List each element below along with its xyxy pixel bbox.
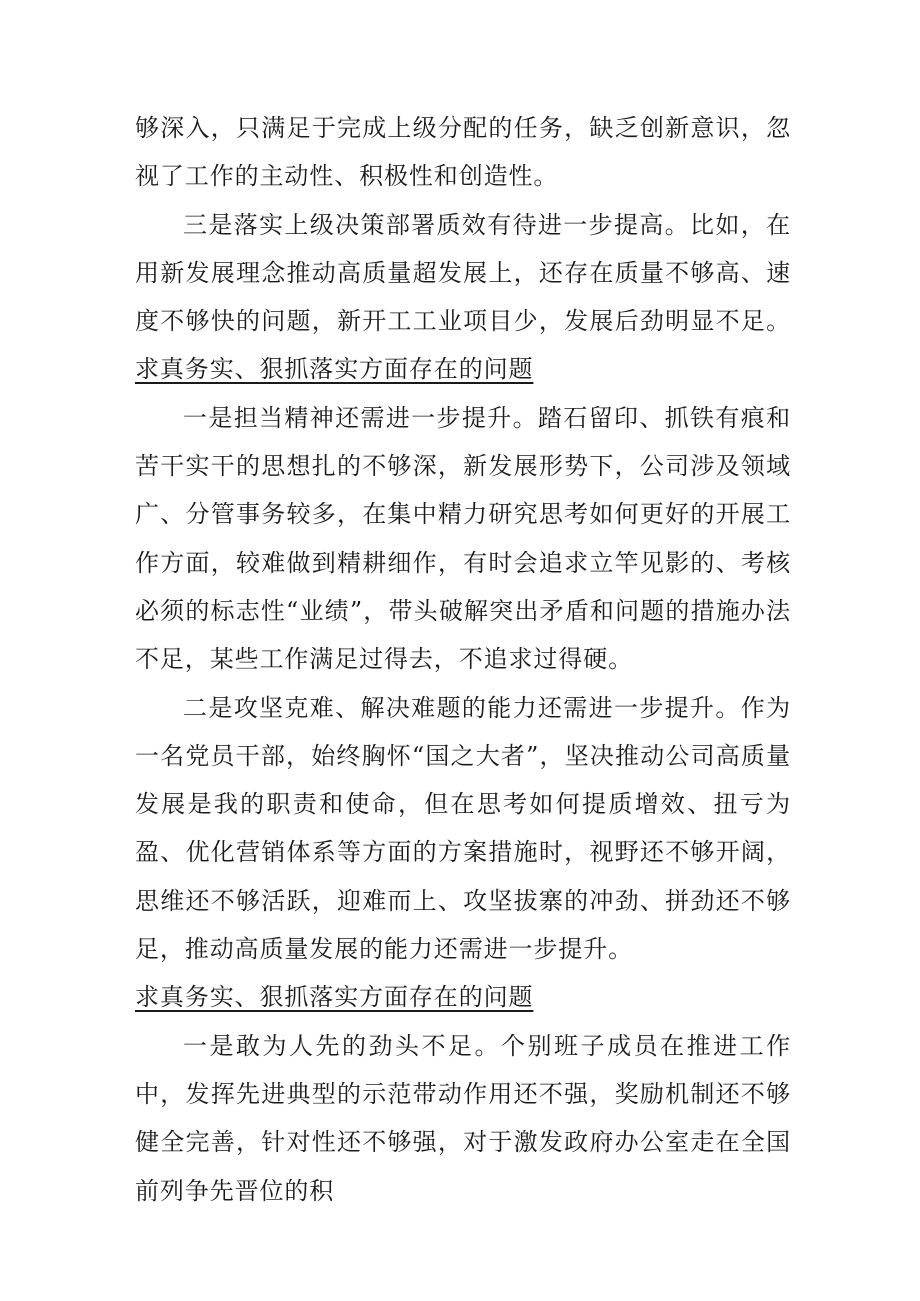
paragraph-third-point <box>135 201 791 394</box>
paragraph-continuation: 够深入，只满足于完成上级分配的任务，缺乏创新意识，忽视了工作的主动性、积极性和创造性。 <box>135 114 791 191</box>
section-heading <box>135 973 791 1021</box>
paragraph-first-point: 一是担当精神还需进一步提升。踏石留印、抓铁有痕和苦干实干的思想扎的不够深，新发展形势下，公司涉及领域广、分管事务较多，在集中精力研究思考如何更好的开展工作方面，较难做到精耕细作，有时会追求立竿见影的、考核必须的标志性“业绩”，带头破解突出矛盾和问题的措施办法不足，某些工作满足过得去，不追求过得硬。 <box>135 403 791 674</box>
paragraph-first-point-2: 一是敢为人先的劲头不足。个别班子成员在推进工作中，发挥先进典型的示范带动作用还不强，奖励机制还不够健全完善，针对性还不够强，对于激发政府办公室走在全国前列争先晋位的积 <box>135 1031 791 1205</box>
section-heading-inline: 求真务实、狠抓落实方面存在的问题 <box>135 355 534 384</box>
paragraph-third-point-text: 三是落实上级决策部署质效有待进一步提高。比如，在用新发展理念推动高质量超发展上，还存在质量不够高、速度不够快的问题，新开工工业项目少，发展后劲明显不足。 <box>135 210 791 336</box>
document-body <box>135 104 791 1215</box>
section-heading-text: 求真务实、狠抓落实方面存在的问题 <box>135 983 534 1012</box>
paragraph-second-point: 二是攻坚克难、解决难题的能力还需进一步提升。作为一名党员干部，始终胸怀“国之大者”，坚决推动公司高质量发展是我的职责和使命，但在思考如何提质增效、扭亏为盈、优化营销体系等方面的方案措施时，视野还不够开阔，思维还不够活跃，迎难而上、攻坚拔寨的冲劲、拼劲还不够足，推动高质量发展的能力还需进一步提升。 <box>135 693 791 964</box>
